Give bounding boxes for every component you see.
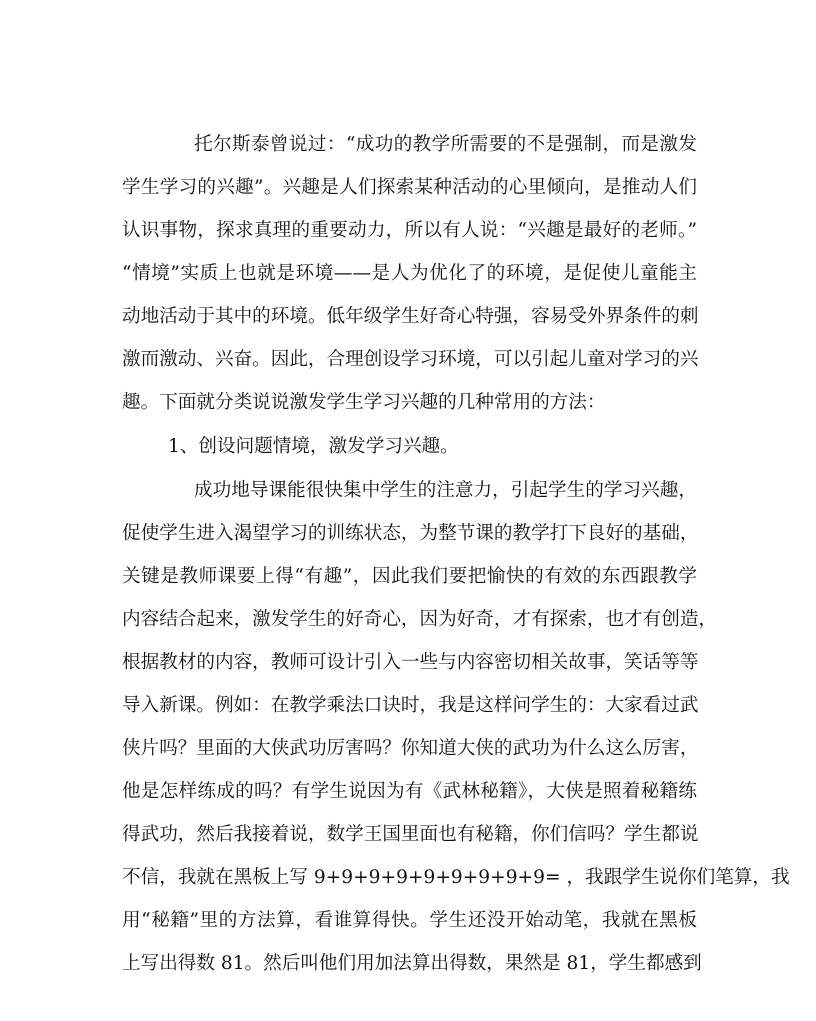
paragraph-2-line-12: 上写出得数 81。然后叫他们用加法算出得数，果然是 81，学生都感到	[122, 953, 702, 974]
paragraph-2-line-4: 内容结合起来，激发学生的好奇心，因为好奇，才有探索，也才有创造，	[122, 609, 718, 630]
paragraph-1-line-7: 趣。下面就分类说说激发学生学习兴趣的几种常用的方法：	[122, 392, 606, 413]
paragraph-1-line-5: 动地活动于其中的环境。低年级学生好奇心特强，容易受外界条件的刺	[122, 306, 699, 327]
paragraph-2-line-10: 不信，我就在黑板上写 9+9+9+9+9+9+9+9+9= ，我跟学生说你们笔算，我	[122, 867, 790, 888]
paragraph-2-line-1: 成功地导课能很快集中学生的注意力，引起学生的学习兴趣，	[194, 480, 697, 501]
paragraph-2-line-2: 促使学生进入渴望学习的训练状态，为整节课的教学打下良好的基础，	[122, 523, 699, 544]
paragraph-2-line-3: 关键是教师课要上得“有趣”，因此我们要把愉快的有效的东西跟教学	[122, 566, 697, 587]
paragraph-2-line-7: 侠片吗？里面的大侠武功厉害吗？你知道大侠的武功为什么这么厉害，	[122, 738, 699, 759]
paragraph-2-line-9: 得武功，然后我接着说，数学王国里面也有秘籍，你们信吗？学生都说	[122, 824, 699, 845]
paragraph-2-line-11: 用“秘籍”里的方法算，看谁算得快。学生还没开始动笔，我就在黑板	[122, 910, 697, 931]
paragraph-1-line-4: “情境”实质上也就是环境——是人为优化了的环境，是促使儿童能主	[122, 263, 697, 284]
paragraph-1-line-3: 认识事物，探求真理的重要动力，所以有人说：“兴趣是最好的老师。”	[122, 220, 697, 241]
paragraph-2-line-8: 他是怎样练成的吗？有学生说因为有《武林秘籍》，大侠是照着秘籍练	[122, 781, 697, 802]
paragraph-1-line-2: 学生学习的兴趣”。兴趣是人们探索某种活动的心里倾向，是推动人们	[122, 177, 697, 198]
section-heading: 1、创设问题情境，激发学习兴趣。	[168, 436, 459, 457]
paragraph-2-line-6: 导入新课。例如：在教学乘法口诀时，我是这样问学生的：大家看过武	[122, 695, 699, 716]
paragraph-2-line-5: 根据教材的内容，教师可设计引入一些与内容密切相关故事，笑话等等	[122, 652, 699, 673]
paragraph-1-line-6: 激而激动、兴奋。因此，合理创设学习环境，可以引起儿童对学习的兴	[122, 349, 699, 370]
paragraph-1-line-1: 托尔斯泰曾说过：“成功的教学所需要的不是强制，而是激发	[194, 134, 697, 155]
